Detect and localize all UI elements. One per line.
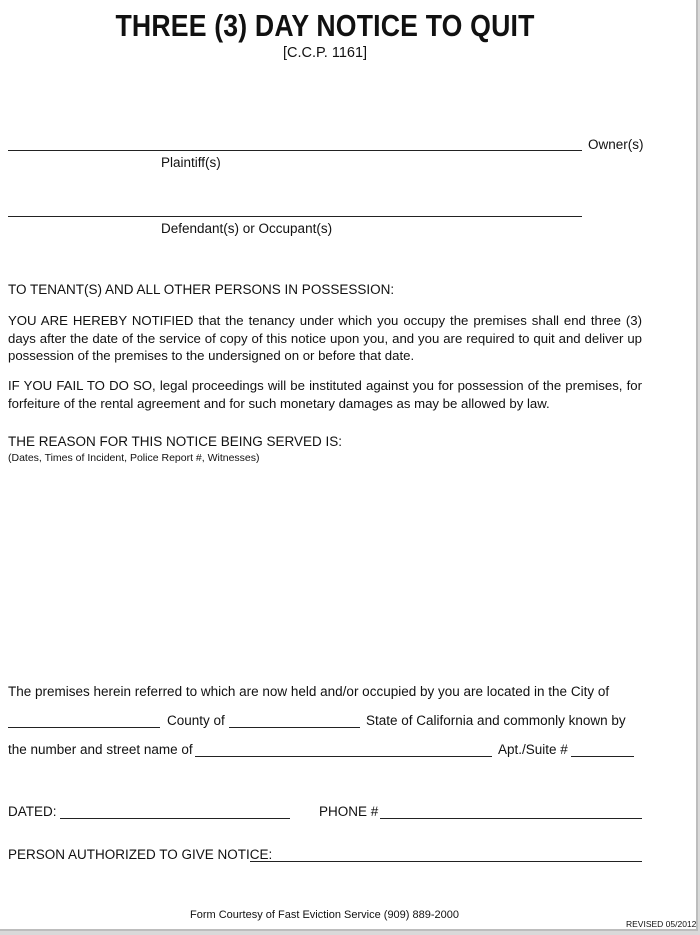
phone-label: PHONE # bbox=[319, 804, 379, 819]
document-title: THREE (3) DAY NOTICE TO QUIT bbox=[115, 8, 535, 43]
revised-date: REVISED 05/2012 bbox=[626, 919, 697, 929]
authorized-field[interactable] bbox=[250, 861, 642, 862]
dated-label: DATED: bbox=[8, 804, 57, 819]
owner-plaintiff-field[interactable] bbox=[8, 150, 582, 151]
owner-label: Owner(s) bbox=[588, 137, 644, 152]
statute-reference: [C.C.P. 1161] bbox=[282, 45, 368, 61]
premises-intro: The premises herein referred to which are now held and/or occupied by you are located in the City of bbox=[8, 684, 610, 699]
reason-heading: THE REASON FOR THIS NOTICE BEING SERVED IS: bbox=[8, 434, 343, 449]
county-field[interactable] bbox=[229, 727, 360, 728]
authorized-label: PERSON AUTHORIZED TO GIVE NOTICE: bbox=[8, 847, 273, 862]
dated-field[interactable] bbox=[60, 818, 290, 819]
apt-label: Apt./Suite # bbox=[498, 742, 568, 757]
fail-paragraph: IF YOU FAIL TO DO SO, legal proceedings will be instituted against you for possession of the premises, for forfeiture of the rental agreement and for such monetary damages as may be allowed by law. bbox=[8, 378, 642, 411]
footer-courtesy: Form Courtesy of Fast Eviction Service (909) 889-2000 bbox=[190, 909, 460, 921]
street-label: the number and street name of bbox=[8, 742, 193, 757]
plaintiff-label: Plaintiff(s) bbox=[161, 155, 221, 170]
reason-hint: (Dates, Times of Incident, Police Report #, Witnesses) bbox=[8, 452, 260, 464]
phone-field[interactable] bbox=[380, 818, 642, 819]
county-label: County of bbox=[167, 713, 225, 728]
defendant-label: Defendant(s) or Occupant(s) bbox=[161, 221, 333, 236]
state-label: State of California and commonly known by bbox=[366, 713, 626, 728]
reason-area[interactable] bbox=[8, 470, 642, 670]
addressee-heading: TO TENANT(S) AND ALL OTHER PERSONS IN POSSESSION: bbox=[8, 282, 395, 297]
street-field[interactable] bbox=[195, 756, 492, 757]
apt-field[interactable] bbox=[571, 756, 634, 757]
defendant-field[interactable] bbox=[8, 216, 582, 217]
notified-paragraph: YOU ARE HEREBY NOTIFIED that the tenancy under which you occupy the premises shall end three (3) days after the date of the service of copy of this notice upon you, and you are required to quit and deliver up possession of the premises to the undersigned on or before that date. bbox=[8, 313, 642, 363]
city-field[interactable] bbox=[8, 727, 160, 728]
